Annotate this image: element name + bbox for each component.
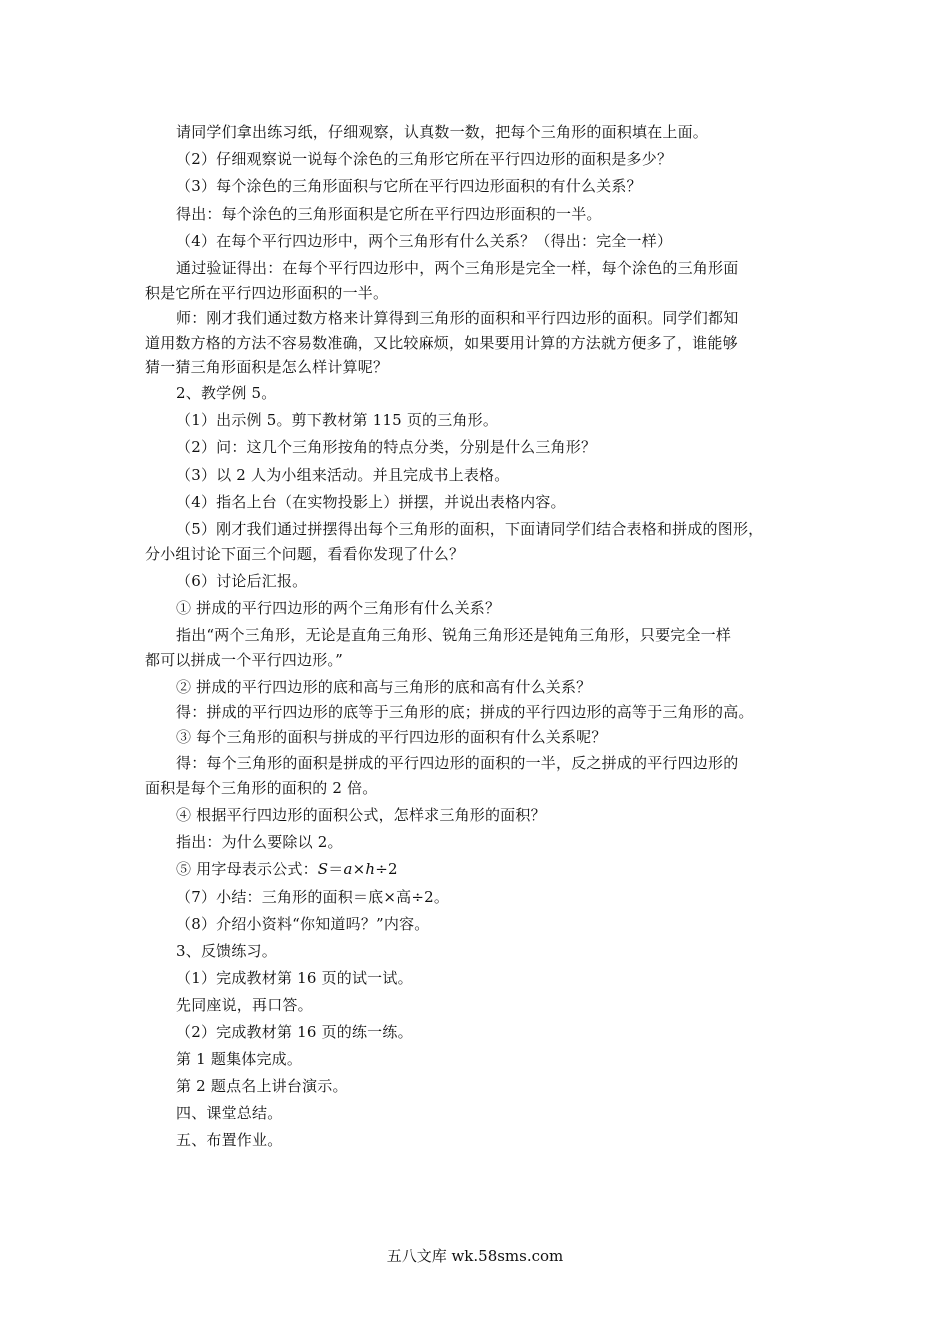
formula-var-a: a: [343, 860, 353, 878]
paragraph-line: 分小组讨论下面三个问题，看看你发现了什么？: [145, 545, 465, 563]
paragraph-line: （3）以 2 人为小组来活动。并且完成书上表格。: [176, 466, 510, 484]
paragraph-line: ④ 根据平行四边形的面积公式，怎样求三角形的面积？: [176, 806, 546, 824]
paragraph-line: （3）每个涂色的三角形面积与它所在平行四边形面积的有什么关系？: [176, 177, 642, 195]
section-heading: 3、反馈练习。: [176, 942, 277, 960]
paragraph-line: ① 拼成的平行四边形的两个三角形有什么关系？: [176, 599, 501, 617]
paragraph-line: （4）在每个平行四边形中，两个三角形有什么关系？（得出：完全一样）: [176, 232, 673, 250]
paragraph-line: 积是它所在平行四边形面积的一半。: [145, 284, 389, 302]
paragraph-line: 第 1 题集体完成。: [176, 1050, 303, 1068]
paragraph-line: （2）问：这几个三角形按角的特点分类，分别是什么三角形？: [176, 438, 597, 456]
paragraph-line: 都可以拼成一个平行四边形。”: [145, 651, 343, 669]
paragraph-line: （4）指名上台（在实物投影上）拼摆，并说出表格内容。: [176, 493, 566, 511]
paragraph-line: 师：刚才我们通过数方格来计算得到三角形的面积和平行四边形的面积。同学们都知: [176, 309, 739, 327]
paragraph-line: 指出“两个三角形，无论是直角三角形、锐角三角形还是钝角三角形，只要完全一样: [176, 626, 732, 644]
paragraph-line: （1）完成教材第 16 页的试一试。: [176, 969, 413, 987]
paragraph-line: 指出：为什么要除以 2。: [176, 833, 343, 851]
paragraph-line: 第 2 题点名上讲台演示。: [176, 1077, 348, 1095]
formula-label: ⑤ 用字母表示公式：: [176, 860, 318, 878]
paragraph-line: 得出：每个涂色的三角形面积是它所在平行四边形面积的一半。: [176, 205, 602, 223]
paragraph-line: ② 拼成的平行四边形的底和高与三角形的底和高有什么关系？: [176, 678, 592, 696]
page-footer: 五八文库 wk.58sms.com: [386, 1247, 564, 1265]
paragraph-line: （8）介绍小资料“你知道吗？”内容。: [176, 915, 430, 933]
formula-var-h: h: [365, 860, 376, 878]
paragraph-line: （7）小结：三角形的面积＝底×高÷2。: [176, 888, 450, 906]
formula-var-s: S: [317, 860, 329, 878]
formula-times: ×: [352, 860, 366, 878]
formula-rest: ÷2: [375, 860, 398, 878]
paragraph-line: （2）仔细观察说一说每个涂色的三角形它所在平行四边形的面积是多少？: [176, 150, 673, 168]
section-heading: 四、课堂总结。: [176, 1104, 283, 1122]
paragraph-line: 面积是每个三角形的面积的 2 倍。: [145, 779, 378, 797]
paragraph-line: 先同座说，再口答。: [176, 996, 313, 1014]
paragraph-line: （1）出示例 5。剪下教材第 115 页的三角形。: [176, 411, 499, 429]
paragraph-line: 道用数方格的方法不容易数准确，又比较麻烦，如果要用计算的方法就方便多了，谁能够: [145, 334, 738, 352]
paragraph-line: 请同学们拿出练习纸，仔细观察，认真数一数，把每个三角形的面积填在上面。: [176, 123, 709, 141]
paragraph-line: 得：拼成的平行四边形的底等于三角形的底；拼成的平行四边形的高等于三角形的高。: [176, 703, 754, 721]
paragraph-line: 得：每个三角形的面积是拼成的平行四边形的面积的一半，反之拼成的平行四边形的: [176, 754, 739, 772]
section-heading: 五、布置作业。: [176, 1131, 283, 1149]
paragraph-line: （5）刚才我们通过拼摆得出每个三角形的面积，下面请同学们结合表格和拼成的图形，: [176, 520, 764, 538]
paragraph-line: 猜一猜三角形面积是怎么样计算呢？: [145, 358, 389, 376]
formula-line: [176, 859, 856, 879]
paragraph-line: （2）完成教材第 16 页的练一练。: [176, 1023, 413, 1041]
paragraph-line: 通过验证得出：在每个平行四边形中，两个三角形是完全一样，每个涂色的三角形面: [176, 259, 739, 277]
paragraph-line: ③ 每个三角形的面积与拼成的平行四边形的面积有什么关系呢？: [176, 728, 607, 746]
paragraph-line: （6）讨论后汇报。: [176, 572, 308, 590]
formula-eq: ＝: [328, 860, 344, 878]
section-heading: 2、教学例 5。: [176, 384, 277, 402]
